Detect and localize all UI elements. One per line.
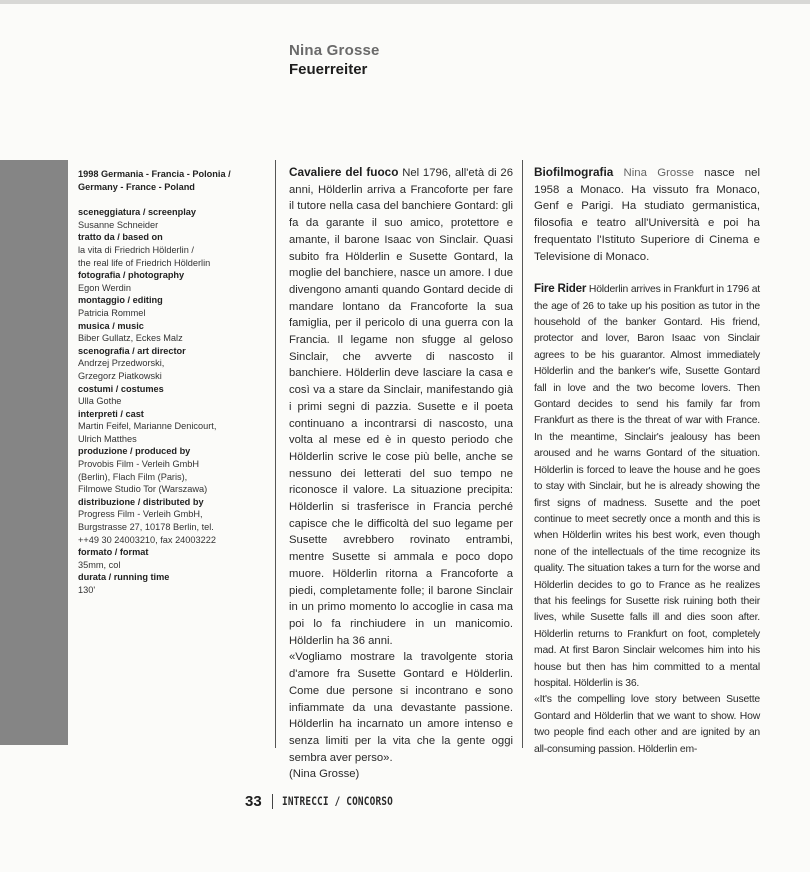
production-countries: 1998 Germania - Francia - Polonia / Germany - France - Poland bbox=[78, 169, 231, 192]
credit-value: Egon Werdin bbox=[78, 282, 131, 293]
film-title: Feuerreiter bbox=[289, 61, 368, 78]
synopsis-en-title: Fire Rider bbox=[534, 282, 587, 296]
bio-director-name: Nina Grosse bbox=[623, 167, 694, 179]
credit-value: Provobis Film - Verleih GmbH bbox=[78, 459, 199, 470]
credit-label: sceneggiatura / screenplay bbox=[78, 207, 196, 218]
credit-value: 130' bbox=[78, 585, 96, 595]
director-name: Nina Grosse bbox=[289, 42, 380, 59]
credit-label: musica / music bbox=[78, 320, 144, 331]
director-quote-en: «It's the compelling love story between Susette Gontard and Hölderlin that we want to show. How two people find each other and are ignited by an all-consuming passion. Hölderlin em- bbox=[534, 694, 760, 755]
credit-label: scenografia / art director bbox=[78, 345, 186, 356]
credit-value: Filmowe Studio Tor (Warszawa) bbox=[78, 484, 208, 495]
credit-value: Andrzej Przedworski, bbox=[78, 358, 165, 369]
synopsis-it-body: Nel 1796, all'età di 26 anni, Hölderlin arriva a Francoforte per fare il tutore nella casa del banchiere Gontard: gli fa da garante il suo amico, protettore e amante, il barone Isaac von Sinclair. Quasi subito fra Hölderlin e Susette Gontard, la moglie del banchiere, nasce un amore. I due divengono amanti quando Gontard decide di mandare lontano da Francoforte la sua famiglia, per il pericolo di una guerra con la Francia. Il legame non sfugge al geloso Sinclair, che avverte di nascosto il banchiere. Hölderlin deve lasciare la casa e così va a stare da Sinclair, manifestando già i primi segni di pazzia. Susette e il poeta continuano a incontrarsi di nascosto, una volta al mese ed è in questo periodo che Hölderlin scrive le cose più belle, anche se nessuno dei letterati del suo tempo ne riconosce il valore. La situazione precipita: Hölderlin si trasferisce in Francia perché capisce che le difficoltà del suo legame per Susette avrebbero rovinato entrambi, mentre Susette si ammala e poco dopo muore. Hölderlin ritorna a Francoforte a piedi, completamente folle; il barone Sinclair in un primo momento lo accoglie in casa ma poi lo fa rinchiudere in un manicomio. Hölderlin ha 36 anni. bbox=[289, 167, 513, 647]
credit-list bbox=[78, 206, 263, 596]
credit-label: costumi / costumes bbox=[78, 383, 164, 394]
credit-label: durata / running time bbox=[78, 572, 170, 583]
credit-label: produzione / produced by bbox=[78, 446, 191, 457]
credit-value: la vita di Friedrich Hölderlin / bbox=[78, 244, 194, 255]
column-divider-right bbox=[522, 160, 523, 748]
credit-label: distribuzione / distributed by bbox=[78, 496, 204, 507]
credit-label: fotografia / photography bbox=[78, 270, 185, 281]
credit-value: 35mm, col bbox=[78, 559, 121, 570]
synopsis-it-title: Cavaliere del fuoco bbox=[289, 165, 399, 179]
credit-value: Ulla Gothe bbox=[78, 396, 122, 407]
credit-value: Progress Film - Verleih GmbH, bbox=[78, 509, 203, 520]
credit-value: Susanne Schneider bbox=[78, 219, 159, 230]
footer-divider bbox=[272, 794, 273, 809]
bio-title: Biofilmografia bbox=[534, 165, 614, 179]
bio-body: nasce nel 1958 a Monaco. Ha vissuto fra Monaco, Genf e Parigi. Ha studiato germanistica, filosofia e teatro all'Università e poi ha frequentato l'Istituto Superiore di Cinema e Televisione di Monaco. bbox=[534, 167, 760, 263]
quote-attribution: (Nina Grosse) bbox=[289, 768, 360, 781]
right-column bbox=[534, 164, 760, 758]
credit-value: Burgstrasse 27, 10178 Berlin, tel. bbox=[78, 522, 214, 533]
credit-label: interpreti / cast bbox=[78, 408, 144, 419]
grey-side-bar bbox=[0, 160, 68, 745]
credit-value: (Berlin), Flach Film (Paris), bbox=[78, 471, 188, 482]
synopsis-italian bbox=[289, 164, 513, 783]
biofilmography bbox=[534, 164, 760, 265]
credit-value: Patricia Rommel bbox=[78, 307, 146, 318]
column-divider-left bbox=[275, 160, 276, 748]
credit-label: formato / format bbox=[78, 547, 149, 558]
page-header bbox=[289, 41, 380, 79]
credit-value: Biber Gullatz, Eckes Malz bbox=[78, 333, 183, 344]
credit-label: montaggio / editing bbox=[78, 295, 163, 306]
director-quote-it: «Vogliamo mostrare la travolgente storia d'amore fra Susette Gontard e Hölderlin. Come due persone si incontrano e sono infiammate da una devastante passione. Hölderlin ha incarnato un amore intenso e senza limiti per la vita che la gente oggi sembra aver perso». bbox=[289, 651, 513, 764]
page-number: 33 bbox=[245, 792, 262, 810]
credit-label: tratto da / based on bbox=[78, 232, 163, 243]
synopsis-en-body: Hölderlin arrives in Frankfurt in 1796 at the age of 26 to take up his position as tutor in the household of the banker Gontard. His friend, protector and lover, Baron Isaac von Sinclair agrees to be his guarantor. Almost immediately Hölderlin and the banker's wife, Susette Gontard fall in love and the two become lovers. Then Gontard decides to send his family far from Frankfurt as there is the threat of war with France. In the meantime, Sinclair's jealousy has been aroused and he warns Gontard of the situation. Hölderlin is forced to leave the house and he goes to stay with Sinclair, but he is already showing the first signs of madness. Susette and the poet continue to meet secretly once a month and this is when Hölderlin writes his best work, even though none of the intellectuals of the time recognize its quality. The situation takes a turn for the worse and Hölderlin decides to go to France as he realizes that his feelings for Susette risk ruining both their lives, while Susette falls ill and dies soon after. Hölderlin returns to Frankfurt on foot, completely mad. At first Baron Sinclair welcomes him into his house but then has him committed to a mental hospital. Hölderlin is 36. bbox=[534, 284, 760, 689]
credits-column bbox=[78, 168, 263, 597]
synopsis-english bbox=[534, 281, 760, 692]
credit-value: Grzegorz Piatkowski bbox=[78, 370, 162, 381]
credit-value: the real life of Friedrich Hölderlin bbox=[78, 257, 211, 268]
credit-value: Martin Feifel, Marianne Denicourt, bbox=[78, 421, 217, 432]
section-label: INTRECCI / CONCORSO bbox=[281, 794, 393, 808]
credit-value: ++49 30 24003210, fax 24003222 bbox=[78, 534, 216, 545]
top-rule bbox=[0, 0, 810, 4]
credit-value: Ulrich Matthes bbox=[78, 433, 137, 444]
page-footer bbox=[245, 791, 417, 811]
